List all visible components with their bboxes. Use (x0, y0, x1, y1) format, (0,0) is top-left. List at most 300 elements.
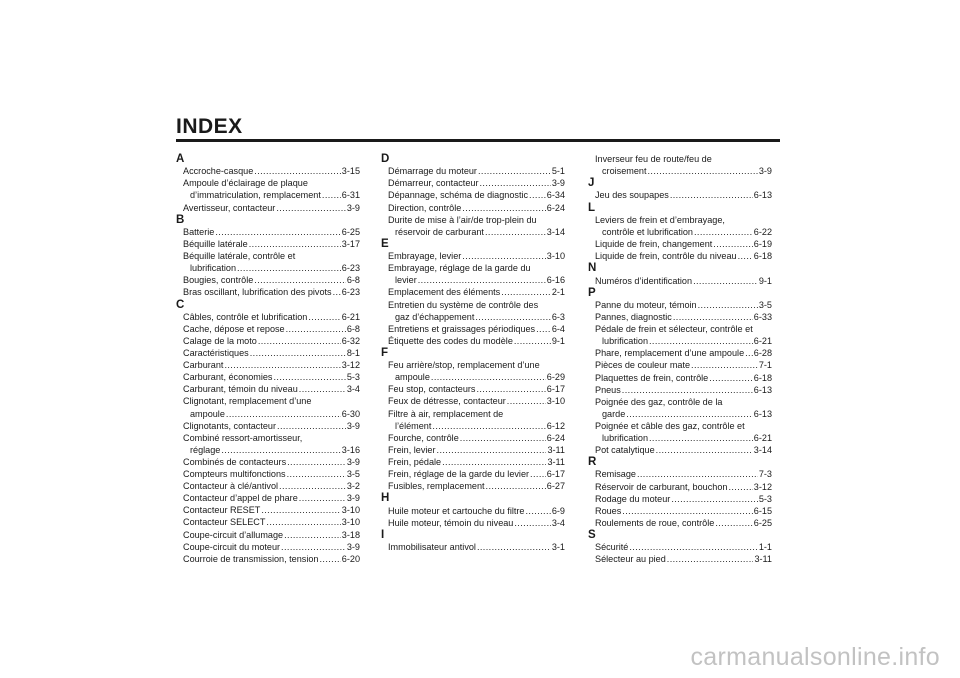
entry-text: Feu arrière/stop, remplacement d’une (388, 360, 540, 371)
dot-leader (237, 262, 341, 274)
page-ref: 6-15 (753, 505, 772, 516)
index-entry[interactable] (381, 323, 565, 335)
page-ref: 8-1 (346, 348, 360, 359)
entry-line (183, 286, 360, 298)
entry-line (595, 359, 772, 371)
index-entry[interactable] (588, 153, 772, 177)
index-entry[interactable] (588, 311, 772, 323)
index-entry[interactable] (588, 347, 772, 359)
entry-line (183, 529, 360, 541)
index-entry[interactable] (381, 335, 565, 347)
entry-text: Compteurs multifonctions (183, 469, 286, 480)
dot-leader (284, 529, 341, 541)
index-entry[interactable] (176, 323, 360, 335)
dot-leader (431, 371, 546, 383)
page-ref: 6-29 (546, 372, 565, 383)
index-entry[interactable] (588, 481, 772, 493)
index-entry[interactable] (588, 493, 772, 505)
page-ref: 3-12 (341, 360, 360, 371)
dot-leader (629, 541, 757, 553)
entry-text: lubrification (602, 336, 648, 347)
section-letter: H (381, 492, 390, 505)
index-entry[interactable] (176, 335, 360, 347)
dot-leader (745, 347, 753, 359)
entry-line (595, 275, 772, 287)
entry-text: Huile moteur, témoin du niveau (388, 517, 514, 528)
entry-text: Pneus (595, 384, 621, 395)
entry-text: lubrification (190, 263, 236, 274)
entry-line (183, 335, 360, 347)
dot-leader (437, 444, 547, 456)
index-entry[interactable] (176, 371, 360, 383)
page-ref: 9-1 (758, 275, 772, 286)
page-ref: 5-1 (551, 166, 565, 177)
dot-leader (279, 480, 346, 492)
entry-line (595, 408, 772, 420)
page-ref: 6-17 (546, 384, 565, 395)
entry-text: Filtre à air, remplacement de (388, 408, 504, 419)
entry-line (595, 420, 772, 432)
index-entry[interactable] (176, 456, 360, 468)
dot-leader (738, 250, 753, 262)
dot-leader (691, 359, 758, 371)
index-column-3 (588, 153, 772, 565)
entry-text: Carburant, témoin du niveau (183, 384, 298, 395)
entry-line (388, 395, 565, 407)
index-entry[interactable] (588, 420, 772, 444)
entry-line (183, 408, 360, 420)
entry-text: Embrayage, réglage de la garde du (388, 263, 531, 274)
entry-line (183, 492, 360, 504)
entry-text: Frein, pédale (388, 456, 442, 467)
page-ref: 6-28 (753, 348, 772, 359)
index-entry[interactable] (176, 311, 360, 323)
dot-leader (478, 165, 551, 177)
entry-text: Combinés de contacteurs (183, 456, 287, 467)
index-entry[interactable] (381, 165, 565, 177)
entry-text: Pièces de couleur mate (595, 360, 691, 371)
index-entry[interactable] (381, 517, 565, 529)
entry-line (183, 371, 360, 383)
index-entry[interactable] (381, 189, 565, 201)
page-ref: 3-10 (546, 251, 565, 262)
index-entry[interactable] (588, 517, 772, 529)
section-letter: J (588, 177, 595, 190)
page-ref: 3-10 (341, 517, 360, 528)
page-ref: 1-1 (758, 542, 772, 553)
dot-leader (670, 189, 753, 201)
entry-line (388, 165, 565, 177)
index-entry[interactable] (176, 553, 360, 565)
entry-line (388, 214, 565, 226)
index-entry[interactable] (176, 347, 360, 359)
index-entry[interactable] (176, 541, 360, 553)
entry-line (388, 177, 565, 189)
entry-text: Cache, dépose et repose (183, 323, 285, 334)
index-entry[interactable] (588, 359, 772, 371)
page-ref: 6-3 (551, 311, 565, 322)
entry-text: Immobilisateur antivol (388, 542, 476, 553)
page-ref: 6-12 (546, 420, 565, 431)
dot-leader (266, 516, 340, 528)
entry-text: Roues (595, 505, 622, 516)
entry-line (595, 153, 772, 165)
entry-text: Rodage du moteur (595, 493, 671, 504)
page-ref: 6-21 (753, 336, 772, 347)
dot-leader (249, 238, 341, 250)
index-entry[interactable] (588, 444, 772, 456)
section-letter: S (588, 528, 596, 541)
index-entry[interactable] (588, 505, 772, 517)
entry-text: Pannes, diagnostic (595, 312, 672, 323)
dot-leader (475, 311, 550, 323)
entry-text: Poignée et câble des gaz, contrôle et (595, 420, 745, 431)
index-entry[interactable] (381, 383, 565, 395)
page-ref: 6-18 (753, 372, 772, 383)
page-ref: 3-9 (551, 178, 565, 189)
index-entry[interactable] (381, 444, 565, 456)
index-entry[interactable] (176, 432, 360, 456)
index-entry[interactable] (176, 165, 360, 177)
page-ref: 3-5 (758, 299, 772, 310)
index-entry[interactable] (588, 396, 772, 420)
entry-text: Coupe-circuit du moteur (183, 541, 281, 552)
entry-line (388, 250, 565, 262)
entry-line (183, 202, 360, 214)
entry-line (595, 493, 772, 505)
entry-text: levier (395, 275, 417, 286)
section-letter: R (588, 456, 597, 469)
dot-leader (525, 505, 550, 517)
index-entry[interactable] (176, 274, 360, 286)
page-ref: 6-8 (346, 275, 360, 286)
page-ref: 6-22 (753, 226, 772, 237)
page-ref: 6-32 (341, 336, 360, 347)
entry-line (388, 456, 565, 468)
dot-leader (728, 481, 752, 493)
page-ref: 3-11 (754, 554, 772, 565)
index-entry[interactable] (381, 468, 565, 480)
entry-text: Bras oscillant, lubrification des pivots (183, 287, 332, 298)
index-entry[interactable] (381, 262, 565, 286)
entry-text: Emplacement des éléments (388, 287, 501, 298)
dot-leader (626, 408, 753, 420)
entry-line (595, 384, 772, 396)
index-entry[interactable] (176, 395, 360, 419)
index-entry[interactable] (588, 384, 772, 396)
section-letter: I (381, 528, 385, 541)
dot-leader (277, 420, 346, 432)
entry-line (388, 480, 565, 492)
dot-leader (529, 189, 546, 201)
dot-leader (693, 275, 758, 287)
index-entry[interactable] (176, 286, 360, 298)
entry-text: Contacteur d’appel de phare (183, 493, 298, 504)
page-ref: 3-18 (341, 529, 360, 540)
entry-text: réglage (190, 444, 221, 455)
entry-line (595, 541, 772, 553)
entry-text: Caractéristiques (183, 348, 249, 359)
dot-leader (299, 383, 346, 395)
entry-text: Contacteur à clé/antivol (183, 481, 279, 492)
dot-leader (715, 517, 752, 529)
page-ref: 3-14 (546, 226, 565, 237)
index-entry[interactable] (588, 323, 772, 347)
entry-text: croisement (602, 166, 647, 177)
dot-leader (287, 468, 346, 480)
dot-leader (667, 553, 754, 565)
entry-text: Câbles, contrôle et lubrification (183, 311, 308, 322)
entry-line (183, 468, 360, 480)
page-ref: 6-33 (753, 312, 772, 323)
page-ref: 6-34 (546, 190, 565, 201)
dot-leader (649, 432, 753, 444)
entry-line (183, 432, 360, 444)
dot-leader (477, 541, 551, 553)
dot-leader (647, 165, 757, 177)
entry-text: Avertisseur, contacteur (183, 202, 276, 213)
index-column-1 (176, 153, 360, 565)
index-entry[interactable] (176, 529, 360, 541)
entry-line (388, 311, 565, 323)
index-entry[interactable] (588, 553, 772, 565)
index-entry[interactable] (176, 202, 360, 214)
dot-leader (287, 456, 346, 468)
dot-leader (254, 165, 341, 177)
index-entry[interactable] (176, 383, 360, 395)
entry-line (183, 444, 360, 456)
page-ref: 3-15 (341, 166, 360, 177)
index-entry[interactable] (176, 238, 360, 250)
entry-line (595, 468, 772, 480)
entry-line (183, 516, 360, 528)
entry-text: Jeu des soupapes (595, 190, 669, 201)
entry-text: Sécurité (595, 542, 629, 553)
dot-leader (649, 335, 753, 347)
page-ref: 3-4 (346, 384, 360, 395)
entry-text: Courroie de transmission, tension (183, 553, 319, 564)
page-ref: 3-9 (346, 541, 360, 552)
entry-text: Coupe-circuit d’allumage (183, 529, 284, 540)
entry-text: Démarrage du moteur (388, 166, 477, 177)
dot-leader (221, 444, 340, 456)
dot-leader (486, 480, 546, 492)
entry-line (595, 347, 772, 359)
entry-text: Béquille latérale, contrôle et (183, 251, 296, 262)
index-entry[interactable] (588, 299, 772, 311)
page-ref: 2-1 (551, 287, 565, 298)
entry-text: Entretiens et graissages périodiques (388, 323, 536, 334)
entry-line (388, 468, 565, 480)
page-ref: 6-30 (341, 408, 360, 419)
entry-text: Frein, levier (388, 444, 436, 455)
entry-line (388, 189, 565, 201)
entry-text: d’immatriculation, remplacement (190, 190, 321, 201)
entry-text: Contacteur SELECT (183, 517, 266, 528)
dot-leader (281, 541, 346, 553)
entry-text: Clignotants, contacteur (183, 420, 277, 431)
page-ref: 6-16 (546, 275, 565, 286)
entry-text: Durite de mise à l’air/de trop-plein du (388, 214, 537, 225)
entry-line (388, 371, 565, 383)
index-entry[interactable] (381, 359, 565, 383)
page-ref: 9-1 (551, 335, 565, 346)
dot-leader (514, 517, 550, 529)
entry-line (388, 226, 565, 238)
entry-text: Clignotant, remplacement d’une (183, 396, 312, 407)
dot-leader (462, 250, 546, 262)
entry-text: Panne du moteur, témoin (595, 299, 697, 310)
page-ref: 3-9 (346, 420, 360, 431)
page-ref: 3-9 (346, 493, 360, 504)
entry-line (183, 383, 360, 395)
entry-text: Poignée des gaz, contrôle de la (595, 396, 723, 407)
entry-line (388, 299, 565, 311)
index-entry[interactable] (381, 286, 565, 298)
index-entry[interactable] (588, 372, 772, 384)
entry-line (595, 226, 772, 238)
index-entry[interactable] (176, 177, 360, 201)
page-ref: 3-12 (753, 481, 772, 492)
section-letter: B (176, 213, 185, 226)
dot-leader (442, 456, 546, 468)
section-letter: F (381, 346, 389, 359)
entry-line (388, 432, 565, 444)
dot-leader (713, 238, 753, 250)
index-entry[interactable] (588, 275, 772, 287)
page-ref: 6-19 (753, 239, 772, 250)
index-entry[interactable] (176, 250, 360, 274)
index-entry[interactable] (588, 541, 772, 553)
dot-leader (261, 504, 340, 516)
entry-text: Fusibles, remplacement (388, 481, 485, 492)
index-entry[interactable] (588, 214, 772, 238)
index-entry[interactable] (176, 420, 360, 432)
index-entry[interactable] (381, 299, 565, 323)
entry-text: Contacteur RESET (183, 505, 261, 516)
entry-line (183, 541, 360, 553)
section-letter: P (588, 286, 596, 299)
section-letter: D (381, 153, 390, 165)
index-entry[interactable] (176, 504, 360, 516)
dot-leader (418, 274, 546, 286)
entry-text: Bougies, contrôle (183, 275, 254, 286)
entry-text: Leviers de frein et d’embrayage, (595, 214, 725, 225)
entry-line (183, 238, 360, 250)
page-ref: 3-16 (341, 444, 360, 455)
page-ref: 3-9 (346, 456, 360, 467)
page-ref: 6-20 (341, 553, 360, 564)
index-entry[interactable] (381, 432, 565, 444)
entry-text: réservoir de carburant (395, 226, 484, 237)
index-entry[interactable] (176, 226, 360, 238)
dot-leader (622, 505, 753, 517)
page-ref: 6-13 (753, 408, 772, 419)
dot-leader (622, 384, 753, 396)
index-entry[interactable] (381, 456, 565, 468)
page-ref: 6-23 (341, 263, 360, 274)
entry-text: ampoule (395, 372, 430, 383)
page-ref: 6-13 (753, 190, 772, 201)
index-entry[interactable] (176, 359, 360, 371)
dot-leader (698, 299, 758, 311)
entry-text: lubrification (602, 432, 648, 443)
entry-line (183, 359, 360, 371)
index-entry[interactable] (588, 238, 772, 250)
index-entry[interactable] (381, 408, 565, 432)
page-ref: 3-11 (547, 444, 565, 455)
entry-line (388, 359, 565, 371)
watermark: carmanualsonline.info (690, 643, 940, 671)
index-entry[interactable] (381, 480, 565, 492)
dot-leader (333, 286, 341, 298)
page-ref: 3-17 (341, 239, 360, 250)
entry-text: Démarreur, contacteur (388, 178, 479, 189)
entry-line (388, 541, 565, 553)
entry-line (595, 238, 772, 250)
entry-text: Pot catalytique (595, 445, 655, 456)
entry-text: Direction, contrôle (388, 202, 462, 213)
entry-line (595, 396, 772, 408)
dot-leader (637, 468, 758, 480)
entry-text: Feux de détresse, contacteur (388, 396, 506, 407)
page-ref: 3-9 (758, 166, 772, 177)
index-entry[interactable] (588, 468, 772, 480)
index-entry[interactable] (588, 189, 772, 201)
entry-line (595, 311, 772, 323)
page-ref: 6-24 (546, 432, 565, 443)
page-ref: 6-21 (341, 311, 360, 322)
entry-text: Roulements de roue, contrôle (595, 517, 715, 528)
page-ref: 5-3 (758, 493, 772, 504)
entry-line (595, 481, 772, 493)
entry-line (595, 517, 772, 529)
page-ref: 7-1 (758, 360, 772, 371)
entry-line (595, 432, 772, 444)
index-entry[interactable] (381, 177, 565, 189)
index-entry[interactable] (176, 468, 360, 480)
entry-line (388, 274, 565, 286)
index-entry[interactable] (381, 541, 565, 553)
page-ref: 6-18 (753, 251, 772, 262)
dot-leader (460, 432, 546, 444)
entry-text: Étiquette des codes du modèle (388, 335, 513, 346)
entry-line (183, 165, 360, 177)
index-entry[interactable] (176, 492, 360, 504)
index-entry[interactable] (381, 250, 565, 262)
entry-text: Entretien du système de contrôle des (388, 299, 539, 310)
entry-line (595, 323, 772, 335)
dot-leader (501, 286, 551, 298)
index-entry[interactable] (381, 395, 565, 407)
index-entry[interactable] (176, 480, 360, 492)
dot-leader (432, 420, 545, 432)
index-entry[interactable] (381, 505, 565, 517)
dot-leader (507, 395, 546, 407)
index-entry[interactable] (381, 202, 565, 214)
index-entry[interactable] (588, 250, 772, 262)
entry-text: Dépannage, schéma de diagnostic (388, 190, 529, 201)
entry-text: Inverseur feu de route/feu de (595, 154, 712, 164)
dot-leader (308, 311, 340, 323)
index-entry[interactable] (176, 516, 360, 528)
entry-line (388, 202, 565, 214)
entry-line (183, 553, 360, 565)
index-entry[interactable] (381, 214, 565, 238)
page-ref: 6-8 (346, 323, 360, 334)
entry-text: Calage de la moto (183, 336, 257, 347)
page-ref: 3-11 (547, 456, 565, 467)
